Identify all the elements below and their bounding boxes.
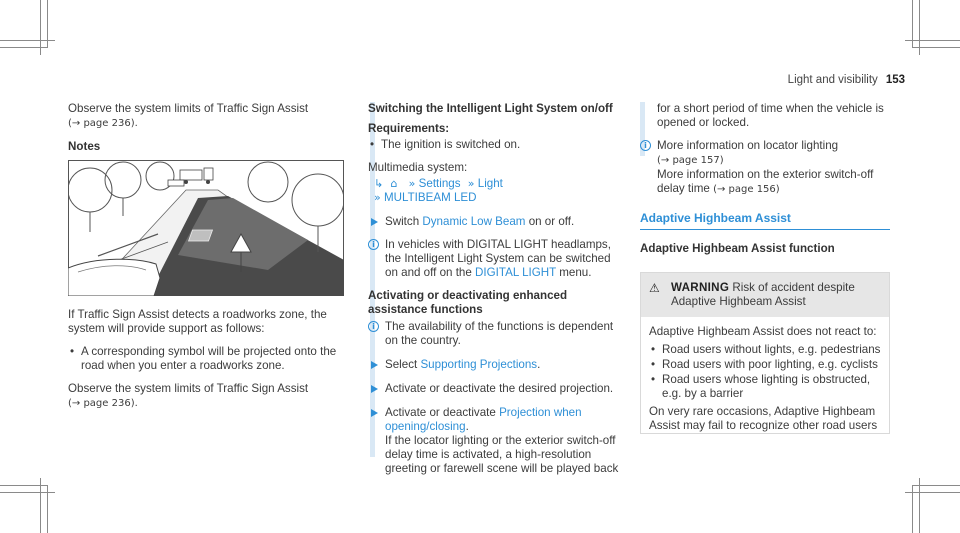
section-title-adaptive-highbeam: Adaptive Highbeam Assist: [640, 211, 890, 230]
list-item: • A corresponding symbol will be projected onto the road when you enter a roadworks zone.: [68, 345, 344, 373]
warning-icon: ⚠: [649, 281, 660, 295]
step-triangle-icon: [371, 385, 378, 393]
warning-closing: On very rare occasions, Adaptive Highbeam Assist may fail to recognize other road users: [649, 405, 878, 432]
step-switch-dynamic-low-beam: Switch Dynamic Low Beam on or off.: [368, 215, 622, 229]
crop-mark: [912, 47, 960, 48]
chevron-right-icon: »: [467, 177, 475, 190]
navigation-path: [368, 177, 622, 205]
roadworks-projection-illustration: [68, 160, 344, 296]
warning-header: [641, 273, 889, 317]
nav-settings[interactable]: Settings: [418, 177, 461, 190]
note-digital-light: i In vehicles with DIGITAL LIGHT headlamps, the Intelligent Light System can be switched on and off on the DIGITAL LIGHT menu.: [368, 238, 622, 280]
column-2: [368, 102, 622, 485]
chevron-right-icon: »: [408, 177, 416, 190]
paragraph-system-limits-2: Observe the system limits of Traffic Sign Assist (→ page 236).: [68, 382, 309, 409]
info-icon: i: [640, 140, 651, 151]
crop-mark: [905, 40, 960, 41]
multimedia-label: Multimedia system:: [368, 161, 468, 174]
nav-arrow-icon: ↳: [374, 177, 384, 190]
warning-title: WARNING: [671, 281, 730, 294]
crop-mark: [905, 492, 960, 493]
step-activate-projection: Activate or deactivate the desired projection.: [368, 382, 622, 396]
link-dynamic-low-beam[interactable]: Dynamic Low Beam: [422, 215, 526, 228]
nav-multibeam[interactable]: MULTIBEAM LED: [383, 191, 477, 204]
warning-text: Risk of accident despite Adaptive Highbeam Assist: [671, 281, 855, 308]
page-header: [788, 73, 905, 87]
column-3: [640, 102, 890, 434]
list-item: • Road users whose lighting is obstructed, e.g. by a barrier: [649, 373, 881, 401]
warning-body: [641, 317, 889, 433]
list-item: • The ignition is switched on.: [368, 138, 622, 152]
crop-mark: [47, 0, 48, 48]
page-reference[interactable]: (→ page 236).: [68, 118, 138, 129]
step-triangle-icon: [371, 409, 378, 417]
paragraph-system-limits: Observe the system limits of Traffic Sign Assist (→ page 236).: [68, 102, 309, 129]
warning-intro: Adaptive Highbeam Assist does not react to:: [649, 325, 877, 338]
subheading-function: Adaptive Highbeam Assist function: [640, 242, 835, 255]
link-digital-light[interactable]: DIGITAL LIGHT: [475, 266, 557, 279]
crop-mark: [40, 478, 41, 533]
info-icon: i: [368, 239, 379, 250]
crop-mark: [912, 0, 913, 48]
paragraph-roadworks: If Traffic Sign Assist detects a roadworks zone, the system will provide support as follows:: [68, 308, 327, 335]
section-heading-enhanced-assistance: Activating or deactivating enhanced assistance functions: [368, 289, 568, 316]
page-reference[interactable]: (→ page 157): [657, 155, 724, 166]
chevron-right-icon: »: [374, 191, 381, 204]
page-reference[interactable]: (→ page 156): [713, 184, 780, 195]
list-item: • Road users without lights, e.g. pedestrians: [649, 343, 881, 357]
page-number: 153: [885, 74, 905, 86]
info-icon: i: [368, 321, 379, 332]
note-availability: i The availability of the functions is dependent on the country.: [368, 320, 622, 348]
step-triangle-icon: [371, 218, 378, 226]
roadworks-list: [68, 345, 344, 373]
crop-mark: [919, 478, 920, 533]
requirements-heading: Requirements:: [368, 122, 450, 135]
crop-mark: [0, 47, 48, 48]
link-supporting-projections[interactable]: Supporting Projections: [420, 358, 538, 371]
warning-list: [649, 343, 881, 401]
nav-light[interactable]: Light: [477, 177, 503, 190]
warning-box: [640, 272, 890, 434]
step-triangle-icon: [371, 361, 378, 369]
continued-text: for a short period of time when the vehicle is opened or locked.: [657, 102, 884, 129]
requirements-list: [368, 138, 622, 152]
notes-heading: Notes: [68, 140, 101, 153]
note-more-information: i More information on locator lighting (→ page 157) More information on the exterior switch-off delay time (→ page 156): [640, 139, 890, 197]
list-item: • Road users with poor lighting, e.g. cyclists: [649, 358, 881, 372]
step-select-projections: Select Supporting Projections.: [368, 358, 622, 372]
column-1: [68, 102, 344, 420]
crop-mark: [47, 485, 48, 533]
page-reference[interactable]: (→ page 236).: [68, 398, 138, 409]
section-name: Light and visibility: [787, 74, 878, 86]
home-icon[interactable]: ⌂: [390, 177, 398, 190]
link-projection-opening-closing[interactable]: Projection when opening/closing: [385, 406, 582, 433]
step-projection-opening-closing: Activate or deactivate Projection when opening/closing. If the locator lighting or the exterior switch-off delay time is activated, a high-resolution greeting or farewell scene will be played back: [368, 406, 622, 476]
section-heading-intelligent-light: Switching the Intelligent Light System on/off: [368, 102, 613, 115]
